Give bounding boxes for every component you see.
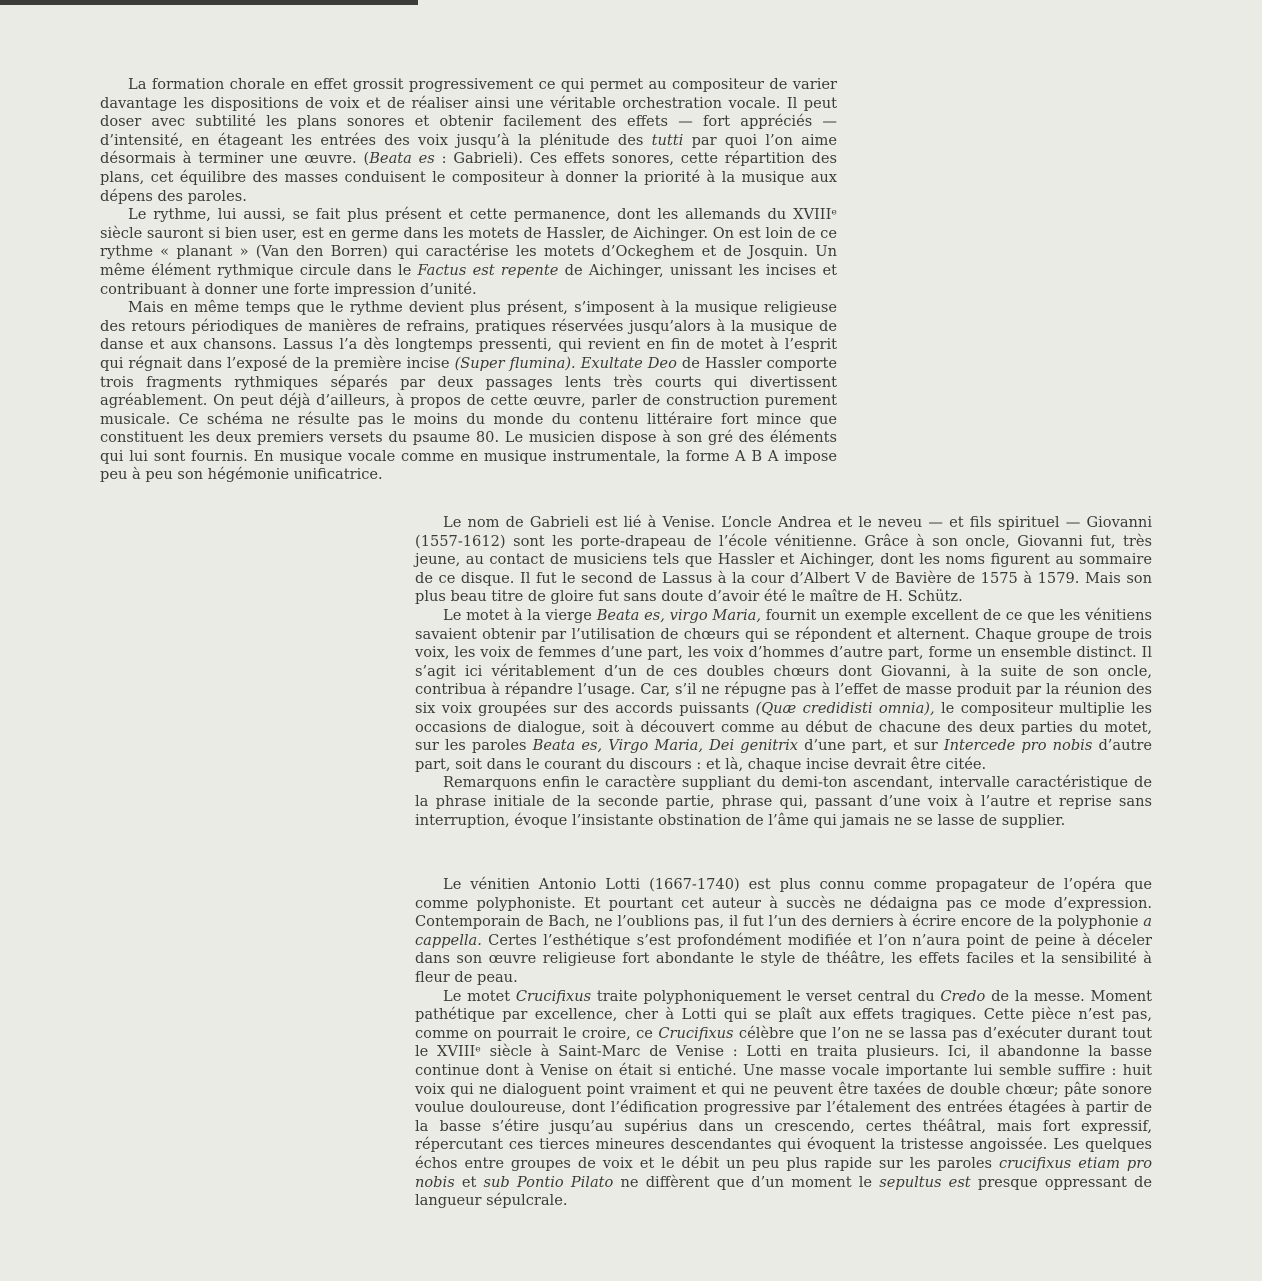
text-run: Remarquons enfin le caractère suppliant du demi-ton ascendant, intervalle caractéristique de la phrase initiale de la seconde partie, phrase qui, passant d’une voix à l’autre et reprise sans interruption, évoque l’insistante obstination de l’âme qui jamais ne se lasse de supplier. (415, 774, 1152, 829)
text-run: Le nom de Gabrieli est lié à Venise. L’oncle Andrea et le neveu — et fils spirituel — Giovanni (1557-1612) sont les porte-drapeau de l’école vénitienne. Grâce à son oncle, Giovanni fut, très jeune, au contact de musiciens tels que Hassler et Aichinger, dont les noms figurent au sommaire de ce disque. Il fut le second de Lassus à la cour d’Albert V de Bavière de 1575 à 1579. Mais son plus beau titre de gloire fut sans doute d’avoir été le maître de H. Schütz. (415, 514, 1152, 606)
text-run: de Hassler comporte trois fragments rythmiques séparés par deux passages lents très courts qui divertissent agréablement. On peut déjà d’ailleurs, à propos de cette œuvre, parler de construction purement musicale. Ce schéma ne résulte pas le moins du monde du contenu littéraire fort mince que constituent les deux premiers versets du psaume 80. Le musicien dispose à son gré des éléments qui lui sont fournis. En musique vocale comme en musique instrumentale, la forme A B A impose peu à peu son hégémonie unificatrice. (100, 354, 837, 484)
italic-run: Intercede pro nobis (943, 737, 1093, 755)
text-run: le compositeur multiplie les occasions de dialogue, soit à découvert comme au début de chacune des deux parties du motet, sur les paroles (415, 699, 1153, 755)
text-run: par quoi l’on aime désormais à terminer une œuvre. ( (100, 131, 837, 168)
text-run: traite polyphoniquement le verset central du (591, 987, 941, 1005)
paragraph (415, 876, 1152, 988)
text-run: : Gabrieli). Ces effets sonores, cette répartition des plans, cet équilibre des masses conduisent le compositeur à donner la priorité à la musique aux dépens des paroles. (100, 150, 837, 205)
text-run: Le motet (443, 987, 516, 1005)
text-run: La formation chorale en effet grossit progressivement ce qui permet au compositeur de varier davantage les dispositions de voix et de réaliser ainsi une véritable orchestration vocale. Il peut doser avec subtilité les plans sonores et obtenir facilement des effets — fort appréciés — d’intensité, en étageant les entrées des voix jusqu’à la plénitude des (100, 76, 837, 149)
text-block-gabrieli (415, 514, 1152, 830)
italic-run: Crucifixus (515, 987, 592, 1005)
italic-run: (Quæ credidisti omnia), (755, 699, 935, 717)
text-run: fournit un exemple excellent de ce que les vénitiens savaient obtenir par l’utilisation de chœurs qui se répondent et alternent. Chaque groupe de trois voix, les voix de femmes d’une part, les voix d’hommes d’autre part, forme un ensemble distinct. Il s’agit ici véritablement d’un de ces doubles chœurs dont Giovanni, à la suite de son oncle, contribua à répandre l’usage. Car, s’il ne répugne pas à l’effet de masse produit par la réunion des six voix groupées sur des accords puissants (415, 606, 1153, 717)
italic-run: Credo (940, 987, 986, 1005)
text-run: d’autre part, soit dans le courant du discours : et là, chaque incise devrait être citée. (415, 737, 1152, 773)
text-run: et (454, 1173, 484, 1191)
italic-run: Beata es (369, 150, 435, 168)
italic-run: Crucifixus (658, 1024, 734, 1042)
text-run: de Aichinger, unissant les incises et contribuant à donner une forte impression d’unité. (100, 261, 837, 298)
italic-run: Beata es, Virgo Maria, Dei genitrix (532, 737, 799, 755)
text-run: de la messe. Moment pathétique par excellence, cher à Lotti qui se plaît aux effets tragiques. Cette pièce n’est pas, comme on pourrait le croire, ce (415, 987, 1152, 1042)
italic-run: Beata es, virgo Maria, (596, 606, 762, 624)
text-run: d’une part, et sur (798, 737, 944, 755)
paragraph (100, 299, 837, 485)
text-block-lotti (415, 876, 1152, 1211)
paragraph (415, 988, 1152, 1211)
text-run: Le motet à la vierge (443, 606, 597, 624)
text-run: presque oppressant de langueur sépulcrale. (415, 1173, 1153, 1210)
italic-run: sepultus est (879, 1173, 971, 1191)
text-run: célèbre que l’on ne se lassa pas d’exécuter durant tout le XVIIIᵉ siècle à Saint-Marc de Venise : Lotti en traita plusieurs. Ici, il abandonne la basse continue dont à Venise on était si entiché. Une masse vocale importante lui semble suffire : huit voix qui ne dialoguent point vraiment et qui ne peuvent être taxées de double chœur; pâte sonore voulue douloureuse, dont l’édification progressive par l’étalement des entrées étagées à partir de la basse s’étire jusqu’au supérius dans un crescendo, certes théâtral, mais fort expressif, répercutant ces tierces mineures descendantes qui évoquent la tristesse angoissée. Les quelques échos entre groupes de voix et le débit un peu plus rapide sur les paroles (415, 1024, 1152, 1172)
text-run: Certes l’esthétique s’est profondément modifiée et l’on n’aura point de peine à déceler dans son œuvre religieuse fort abondante le style de théâtre, les effets faciles et la sensibilité à fleur de peau. (415, 931, 1152, 986)
italic-run: Factus est repente (417, 261, 559, 279)
text-block-polyphony-evolution (100, 76, 837, 485)
text-run: Le rythme, lui aussi, se fait plus présent et cette permanence, dont les allemands du XVIIIᵉ siècle sauront si bien user, est en germe dans les motets de Hassler, de Aichinger. On est loin de ce rythme « planant » (Van den Borren) qui caractérise les motets d’Ockeghem et de Josquin. Un même élément rythmique circule dans le (100, 206, 837, 279)
paragraph (100, 76, 837, 206)
text-run: Mais en même temps que le rythme devient plus présent, s’imposent à la musique religieuse des retours périodiques de manières de refrains, pratiques réservées jusqu’alors à la musique de danse et aux chansons. Lassus l’a dès longtemps pressenti, qui revient en fin de motet à l’esprit qui régnait dans l’exposé de la première incise (100, 299, 837, 372)
paragraph (415, 607, 1152, 774)
italic-run: tutti (651, 131, 684, 149)
italic-run: a cappella. (415, 913, 1152, 949)
top-edge-bar (0, 0, 418, 5)
paragraph (415, 514, 1152, 607)
italic-run: crucifixus etiam pro nobis (415, 1154, 1152, 1191)
italic-run: sub Pontio Pilato (483, 1173, 614, 1191)
paragraph (100, 206, 837, 299)
paragraph (415, 774, 1152, 830)
italic-run: (Super flumina). Exultate Deo (454, 354, 677, 372)
text-run: ne diffèrent que d’un moment le (613, 1173, 880, 1191)
text-run: Le vénitien Antonio Lotti (1667-1740) est plus connu comme propagateur de l’opéra que comme polyphoniste. Et pourtant cet auteur à succès ne dédaigna pas ce mode d’expression. Contemporain de Bach, ne l’oublions pas, il fut l’un des derniers à écrire encore de la polyphonie (415, 876, 1152, 931)
